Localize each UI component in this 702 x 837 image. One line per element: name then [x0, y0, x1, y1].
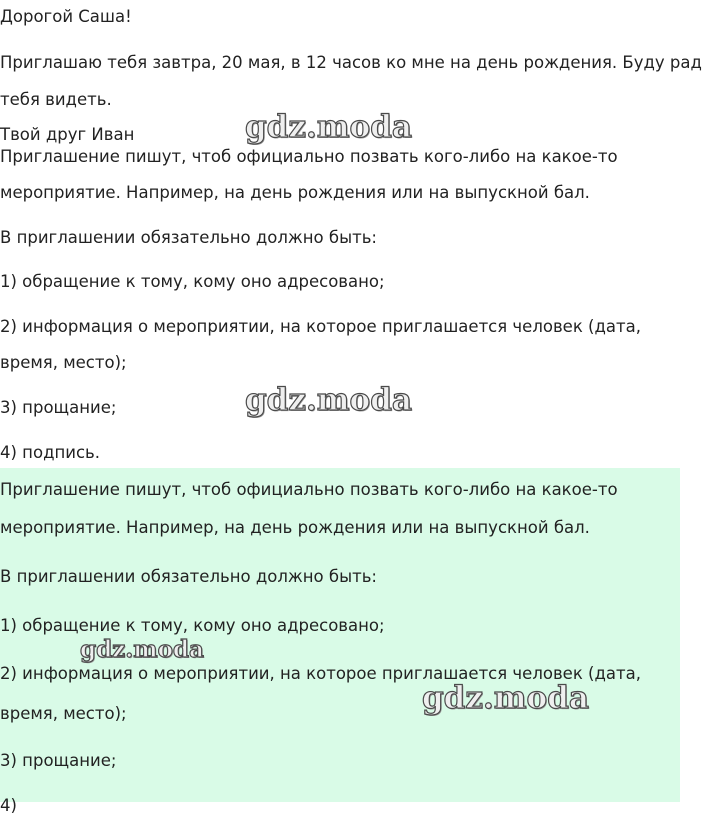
section1-item2-line2: время, место);: [0, 353, 127, 372]
section2-intro-line1: Приглашение пишут, чтоб официально позвать кого-либо на какое-то: [0, 480, 618, 499]
watermark-logo: gdz.moda: [80, 636, 204, 663]
section2-intro-line2: мероприятие. Например, на день рождения или на выпускной бал.: [0, 518, 590, 537]
section2-item2-line1: 2) информация о мероприятии, на которое приглашается человек (дата,: [0, 664, 641, 683]
letter-signature: Твой друг Иван: [0, 125, 135, 144]
section2-item2-line2: время, место);: [0, 704, 127, 723]
section1-item4: 4) подпись.: [0, 443, 101, 462]
watermark-logo: gdz.moda: [245, 382, 412, 418]
letter-greeting: Дорогой Саша!: [0, 7, 132, 26]
letter-body-line2: тебя видеть.: [0, 90, 112, 109]
watermark-logo: gdz.moda: [422, 680, 589, 716]
watermark-logo: gdz.moda: [245, 109, 412, 145]
section2-item4: 4): [0, 796, 17, 815]
section1-intro-line1: Приглашение пишут, чтоб официально позвать кого-либо на какое-то: [0, 147, 618, 166]
section1-must-have: В приглашении обязательно должно быть:: [0, 228, 377, 247]
letter-body-line1: Приглашаю тебя завтра, 20 мая, в 12 часов ко мне на день рождения. Буду рад: [0, 53, 702, 72]
section1-item2-line1: 2) информация о мероприятии, на которое приглашается человек (дата,: [0, 317, 641, 336]
section2-item1: 1) обращение к тому, кому оно адресовано;: [0, 616, 385, 635]
section1-intro-line2: мероприятие. Например, на день рождения или на выпускной бал.: [0, 183, 590, 202]
section1-item1: 1) обращение к тому, кому оно адресовано;: [0, 272, 385, 291]
section2-item3: 3) прощание;: [0, 751, 117, 770]
section2-must-have: В приглашении обязательно должно быть:: [0, 567, 377, 586]
section2-item4-clipped: [0, 796, 20, 815]
section1-item3: 3) прощание;: [0, 398, 117, 417]
